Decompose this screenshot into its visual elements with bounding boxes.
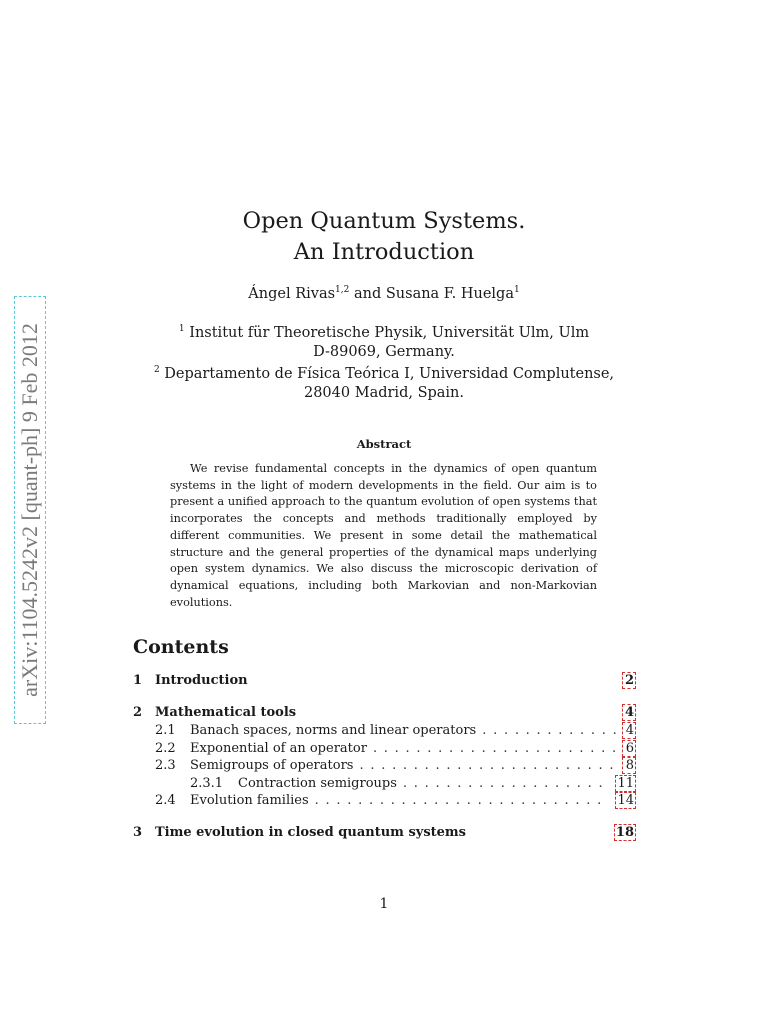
authors xyxy=(0,286,768,302)
toc-entry-contraction-semigroups[interactable] xyxy=(190,775,636,793)
toc-page-link[interactable]: 14 xyxy=(617,793,634,808)
toc-number: 3 xyxy=(133,825,143,840)
toc-number: 2.3.1 xyxy=(190,776,224,791)
toc-label: Banach spaces, norms and linear operators xyxy=(190,723,477,738)
toc-entry-semigroups[interactable] xyxy=(155,757,636,775)
author-1-affiliation: 1,2 xyxy=(335,285,350,296)
abstract-text: We revise fundamental concepts in the dynamics of open quantum systems in the light of modern developments in the field. Our aim is to present a unified approach to the quantum evolution of open systems that incorporates the concepts and methods traditionally employed by different communities. We present in some detail the mathematical structure and the general properties of the dynamical maps underlying open system dynamics. We also discuss the microscopic derivation of dynamical equations, including both Markovian and non-Markovian evolutions. xyxy=(170,462,597,609)
author-2-affiliation: 1 xyxy=(513,285,520,296)
affiliation-1 xyxy=(0,324,768,362)
affiliation-1-line-2: D-89069, Germany. xyxy=(313,344,455,360)
toc-label: Mathematical tools xyxy=(155,705,297,720)
affiliation-2-line-1: Departamento de Física Teórica I, Universidad Complutense, xyxy=(159,366,615,382)
toc-number: 2 xyxy=(133,705,143,720)
toc-page-link[interactable]: 2 xyxy=(622,672,636,689)
toc-number: 1 xyxy=(133,673,143,688)
contents-heading: Contents xyxy=(133,636,229,658)
toc-page-link[interactable]: 4 xyxy=(622,704,636,721)
affiliation-2 xyxy=(0,365,768,403)
paper-title xyxy=(0,206,768,268)
toc-page-link[interactable]: 6 xyxy=(622,740,636,757)
toc-number: 2.1 xyxy=(155,723,176,738)
arxiv-stamp-text: arXiv:1104.5242v2 [quant-ph] 9 Feb 2012 xyxy=(17,323,42,697)
toc-number: 2.3 xyxy=(155,758,176,773)
toc-label: Exponential of an operator xyxy=(190,741,367,756)
page-number: 1 xyxy=(379,896,389,912)
toc-page-link[interactable]: 11 xyxy=(617,776,634,791)
toc-page-link[interactable]: 4 xyxy=(622,722,636,739)
toc-leader-dots xyxy=(359,757,616,775)
toc-label: Contraction semigroups xyxy=(238,776,397,791)
toc-label: Time evolution in closed quantum systems xyxy=(155,825,466,840)
author-1: Ángel Rivas xyxy=(248,286,336,302)
toc-page-link[interactable]: 8 xyxy=(622,757,636,774)
toc-entry-exponential[interactable] xyxy=(155,740,636,758)
affiliation-1-line-1: Institut für Theoretische Physik, Universität Ulm, Ulm xyxy=(184,325,590,341)
toc-number: 2.4 xyxy=(155,793,176,808)
title-line-1: Open Quantum Systems. xyxy=(242,208,526,234)
toc-label: Introduction xyxy=(155,673,248,688)
toc-entry-introduction[interactable] xyxy=(133,672,636,690)
title-line-2: An Introduction xyxy=(293,239,475,265)
author-and: and Susana F. Huelga xyxy=(349,286,514,302)
toc-leader-dots xyxy=(373,740,616,758)
abstract-heading: Abstract xyxy=(356,437,412,451)
affiliation-2-line-2: 28040 Madrid, Spain. xyxy=(303,385,465,401)
toc-entry-evolution-families[interactable] xyxy=(155,792,636,810)
toc-page-link[interactable]: 18 xyxy=(615,825,634,840)
affiliation-1-marker: 1 xyxy=(178,324,185,335)
toc-label: Semigroups of operators xyxy=(190,758,354,773)
toc-entry-time-evolution[interactable] xyxy=(133,824,636,842)
abstract xyxy=(170,461,597,611)
toc-leader-dots xyxy=(482,722,616,740)
toc-entry-mathematical-tools[interactable] xyxy=(133,704,636,722)
toc-label: Evolution families xyxy=(190,793,309,808)
toc-leader-dots xyxy=(403,775,610,793)
toc-entry-banach-spaces[interactable] xyxy=(155,722,636,740)
toc-leader-dots xyxy=(315,792,610,810)
toc-number: 2.2 xyxy=(155,741,176,756)
affiliation-2-marker: 2 xyxy=(153,365,160,376)
